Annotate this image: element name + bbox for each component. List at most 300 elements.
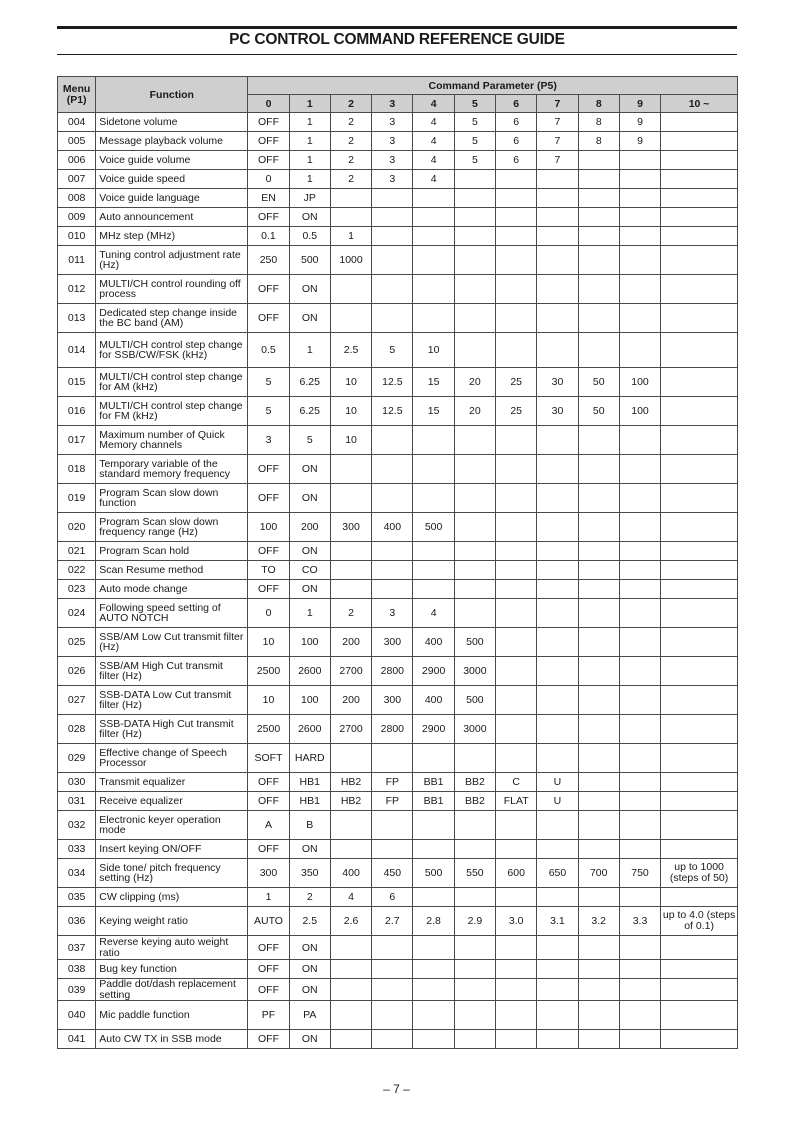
param-value: HB2 [330,773,371,792]
param-value: ON [289,979,330,1001]
param-value [413,1030,454,1049]
param-value: PF [248,1001,289,1030]
param-value: 1 [289,151,330,170]
table-row [58,151,738,170]
function-column-header: Function [96,77,248,113]
param-value [496,246,537,275]
param-value: 1 [289,599,330,628]
param-value [619,426,660,455]
param-value: 7 [537,132,578,151]
param-value [661,686,738,715]
param-col-header: 5 [454,95,495,113]
param-value: OFF [248,132,289,151]
table-row [58,275,738,304]
param-value [578,513,619,542]
param-value: 2500 [248,657,289,686]
param-value [661,275,738,304]
table-row [58,227,738,246]
param-value: OFF [248,113,289,132]
param-value: 3 [372,151,413,170]
param-value [372,227,413,246]
param-value: 10 [330,397,371,426]
param-value: OFF [248,792,289,811]
param-value: 400 [330,859,371,888]
param-value [496,170,537,189]
param-value [578,936,619,960]
param-value [454,227,495,246]
param-value [496,484,537,513]
param-value: OFF [248,455,289,484]
table-row [58,1001,738,1030]
param-value: 15 [413,368,454,397]
param-col-header: 1 [289,95,330,113]
param-value [330,455,371,484]
param-value: OFF [248,208,289,227]
function-name: Voice guide language [96,189,248,208]
param-value: 5 [454,113,495,132]
param-value: CO [289,561,330,580]
menu-number: 024 [58,599,96,628]
table-header [58,77,738,113]
param-value: 300 [372,628,413,657]
table-body [58,113,738,1049]
param-value [372,811,413,840]
param-value [578,1030,619,1049]
param-value [661,426,738,455]
param-value [619,1030,660,1049]
param-value: BB2 [454,792,495,811]
function-name: Auto mode change [96,580,248,599]
menu-number: 039 [58,979,96,1001]
param-value [619,513,660,542]
param-value: 550 [454,859,495,888]
param-value [454,304,495,333]
param-value [537,484,578,513]
param-value: AUTO [248,907,289,936]
param-value [619,1001,660,1030]
function-name: SSB/AM High Cut transmit filter (Hz) [96,657,248,686]
param-value: 8 [578,132,619,151]
param-value [454,561,495,580]
param-col-header: 4 [413,95,454,113]
param-value [454,484,495,513]
param-value [454,599,495,628]
param-value [537,686,578,715]
param-value [619,151,660,170]
param-value: 10 [248,628,289,657]
function-name: Voice guide speed [96,170,248,189]
top-rule [57,26,737,29]
function-name: Effective change of Speech Processor [96,744,248,773]
param-value: 100 [248,513,289,542]
menu-number: 029 [58,744,96,773]
function-name: Receive equalizer [96,792,248,811]
param-value [372,936,413,960]
menu-number: 004 [58,113,96,132]
param-value [372,246,413,275]
param-value [330,189,371,208]
param-value [537,1030,578,1049]
function-name: Tuning control adjustment rate (Hz) [96,246,248,275]
param-value: 450 [372,859,413,888]
param-value: 10 [413,333,454,368]
function-name: Maximum number of Quick Memory channels [96,426,248,455]
param-value: 100 [619,368,660,397]
param-value [578,151,619,170]
table-row [58,304,738,333]
table-row [58,426,738,455]
param-col-header: 10 ~ [661,95,738,113]
param-value [661,960,738,979]
table-row [58,840,738,859]
param-value [578,1001,619,1030]
table-row [58,455,738,484]
param-value: 2900 [413,715,454,744]
param-value [537,936,578,960]
param-value: 250 [248,246,289,275]
param-value [330,561,371,580]
param-value [578,744,619,773]
param-value [496,599,537,628]
param-value [454,811,495,840]
param-value [496,744,537,773]
command-reference-table [57,76,738,1049]
param-value [537,561,578,580]
param-value [661,455,738,484]
param-value: 12.5 [372,368,413,397]
param-value: 3.3 [619,907,660,936]
page-title: PC CONTROL COMMAND REFERENCE GUIDE [229,31,565,48]
function-name: MULTI/CH control step change for FM (kHz) [96,397,248,426]
param-value [578,246,619,275]
menu-column-header [58,77,96,113]
param-value [661,208,738,227]
menu-number: 009 [58,208,96,227]
param-value: 600 [496,859,537,888]
param-value [537,960,578,979]
menu-number: 005 [58,132,96,151]
table-row [58,960,738,979]
param-value [661,368,738,397]
param-value [454,208,495,227]
param-value [372,304,413,333]
param-value: 30 [537,368,578,397]
param-value: 3 [372,132,413,151]
param-value: 50 [578,397,619,426]
param-value [537,189,578,208]
param-value [330,840,371,859]
param-value [496,686,537,715]
param-value [578,227,619,246]
param-value: ON [289,960,330,979]
param-value [413,246,454,275]
param-value [413,840,454,859]
page-number: – 7 – [383,1082,410,1096]
menu-number: 034 [58,859,96,888]
param-value [578,657,619,686]
param-value [330,580,371,599]
param-value [372,840,413,859]
table-row [58,368,738,397]
function-name: MULTI/CH control step change for SSB/CW/FSK (kHz) [96,333,248,368]
param-value [619,628,660,657]
param-value: U [537,792,578,811]
param-value [578,628,619,657]
menu-number: 006 [58,151,96,170]
param-value [413,426,454,455]
table-row [58,397,738,426]
param-value: 2 [330,170,371,189]
function-name: Side tone/ pitch frequency setting (Hz) [96,859,248,888]
menu-number: 014 [58,333,96,368]
param-value [537,304,578,333]
param-value [454,979,495,1001]
param-value [454,960,495,979]
param-value [619,715,660,744]
param-value: PA [289,1001,330,1030]
param-value [578,840,619,859]
param-value [661,132,738,151]
param-value [661,1001,738,1030]
param-value [661,189,738,208]
param-value [619,686,660,715]
param-value [661,397,738,426]
menu-number: 040 [58,1001,96,1030]
param-value [619,304,660,333]
param-value: 2 [330,113,371,132]
param-value [496,1001,537,1030]
param-value [661,246,738,275]
param-value: ON [289,840,330,859]
param-value [330,304,371,333]
param-value [578,189,619,208]
param-value: 8 [578,113,619,132]
param-value: 200 [330,686,371,715]
param-value [330,744,371,773]
param-value: up to 4.0 (steps of 0.1) [661,907,738,936]
param-value [661,561,738,580]
table-row [58,484,738,513]
function-name: Reverse keying auto weight ratio [96,936,248,960]
table-row [58,246,738,275]
param-value: FLAT [496,792,537,811]
function-name: Following speed setting of AUTO NOTCH [96,599,248,628]
param-value: 10 [330,426,371,455]
param-value [619,542,660,561]
param-value [619,455,660,484]
param-col-header: 6 [496,95,537,113]
param-value [578,484,619,513]
param-value [372,455,413,484]
param-value: 4 [413,170,454,189]
param-value [537,628,578,657]
param-value [661,484,738,513]
param-value [661,840,738,859]
function-name: Bug key function [96,960,248,979]
param-value [661,657,738,686]
param-value [496,628,537,657]
menu-number: 021 [58,542,96,561]
param-value: 9 [619,132,660,151]
param-value [372,744,413,773]
param-value: 2500 [248,715,289,744]
param-value: 6 [372,888,413,907]
param-value [372,208,413,227]
param-value [496,657,537,686]
table-row [58,333,738,368]
param-value: 700 [578,859,619,888]
table-row [58,773,738,792]
menu-number: 020 [58,513,96,542]
param-value: 5 [454,132,495,151]
param-value: 7 [537,151,578,170]
param-value: 200 [330,628,371,657]
param-value: OFF [248,484,289,513]
command-parameter-header: Command Parameter (P5) [248,77,738,95]
table-row [58,907,738,936]
menu-number: 027 [58,686,96,715]
param-value [454,1030,495,1049]
param-value [578,333,619,368]
param-value [454,455,495,484]
param-value [454,1001,495,1030]
param-value [413,811,454,840]
param-value: 1 [330,227,371,246]
param-value [537,1001,578,1030]
menu-number: 017 [58,426,96,455]
param-value: 5 [289,426,330,455]
param-value [537,744,578,773]
param-value [619,484,660,513]
function-name: Program Scan slow down frequency range (Hz) [96,513,248,542]
function-name: SSB/AM Low Cut transmit filter (Hz) [96,628,248,657]
param-value [578,304,619,333]
param-value [537,840,578,859]
param-value [330,811,371,840]
param-value [578,979,619,1001]
param-value [330,275,371,304]
param-value: 500 [454,686,495,715]
function-name: Mic paddle function [96,1001,248,1030]
param-value: 5 [248,397,289,426]
param-value [413,542,454,561]
param-value [372,960,413,979]
param-value [372,189,413,208]
table-row [58,599,738,628]
function-name: Transmit equalizer [96,773,248,792]
param-value [496,1030,537,1049]
menu-number: 032 [58,811,96,840]
param-value [454,888,495,907]
menu-number: 011 [58,246,96,275]
param-value: 6 [496,113,537,132]
param-value [578,208,619,227]
param-value [661,1030,738,1049]
param-value [661,811,738,840]
param-value [537,979,578,1001]
param-value [454,580,495,599]
param-value [578,542,619,561]
param-value: 12.5 [372,397,413,426]
param-value [496,455,537,484]
param-value: 3000 [454,657,495,686]
param-value [578,580,619,599]
param-value: FP [372,792,413,811]
param-value: OFF [248,580,289,599]
param-value: U [537,773,578,792]
function-name: MULTI/CH control rounding off process [96,275,248,304]
param-value [454,275,495,304]
param-value: 2700 [330,715,371,744]
param-value [413,455,454,484]
param-value [454,333,495,368]
menu-number: 038 [58,960,96,979]
param-value: BB2 [454,773,495,792]
param-value [413,960,454,979]
param-value [619,657,660,686]
param-value: 500 [454,628,495,657]
menu-number: 008 [58,189,96,208]
param-value [413,580,454,599]
param-col-header: 0 [248,95,289,113]
param-value [578,888,619,907]
param-value: 350 [289,859,330,888]
table-row [58,936,738,960]
title-underline [57,54,737,55]
param-value [496,840,537,859]
param-value: A [248,811,289,840]
param-value [578,773,619,792]
menu-header-sub: (P1) [66,93,87,106]
param-value [413,189,454,208]
param-value: 1 [289,333,330,368]
param-value: OFF [248,542,289,561]
param-value: 2.5 [330,333,371,368]
param-value [330,979,371,1001]
param-value: 2 [330,132,371,151]
param-value: 2600 [289,657,330,686]
param-value [330,542,371,561]
param-value: 2 [330,599,371,628]
function-name: MULTI/CH control step change for AM (kHz) [96,368,248,397]
param-value [330,1001,371,1030]
param-value [537,542,578,561]
param-value: SOFT [248,744,289,773]
param-value [372,561,413,580]
param-value [413,304,454,333]
param-value: 2900 [413,657,454,686]
param-value: 10 [248,686,289,715]
param-value [578,811,619,840]
param-value: ON [289,455,330,484]
param-value: 2800 [372,715,413,744]
table-row [58,113,738,132]
param-value [372,979,413,1001]
param-value [496,561,537,580]
table-row [58,1030,738,1049]
param-value: B [289,811,330,840]
param-value: 3.2 [578,907,619,936]
table-row [58,811,738,840]
param-value: 3 [372,599,413,628]
table-row [58,189,738,208]
param-value [619,275,660,304]
param-value: 4 [413,151,454,170]
function-name: Electronic keyer operation mode [96,811,248,840]
param-value [330,208,371,227]
menu-number: 035 [58,888,96,907]
menu-number: 010 [58,227,96,246]
